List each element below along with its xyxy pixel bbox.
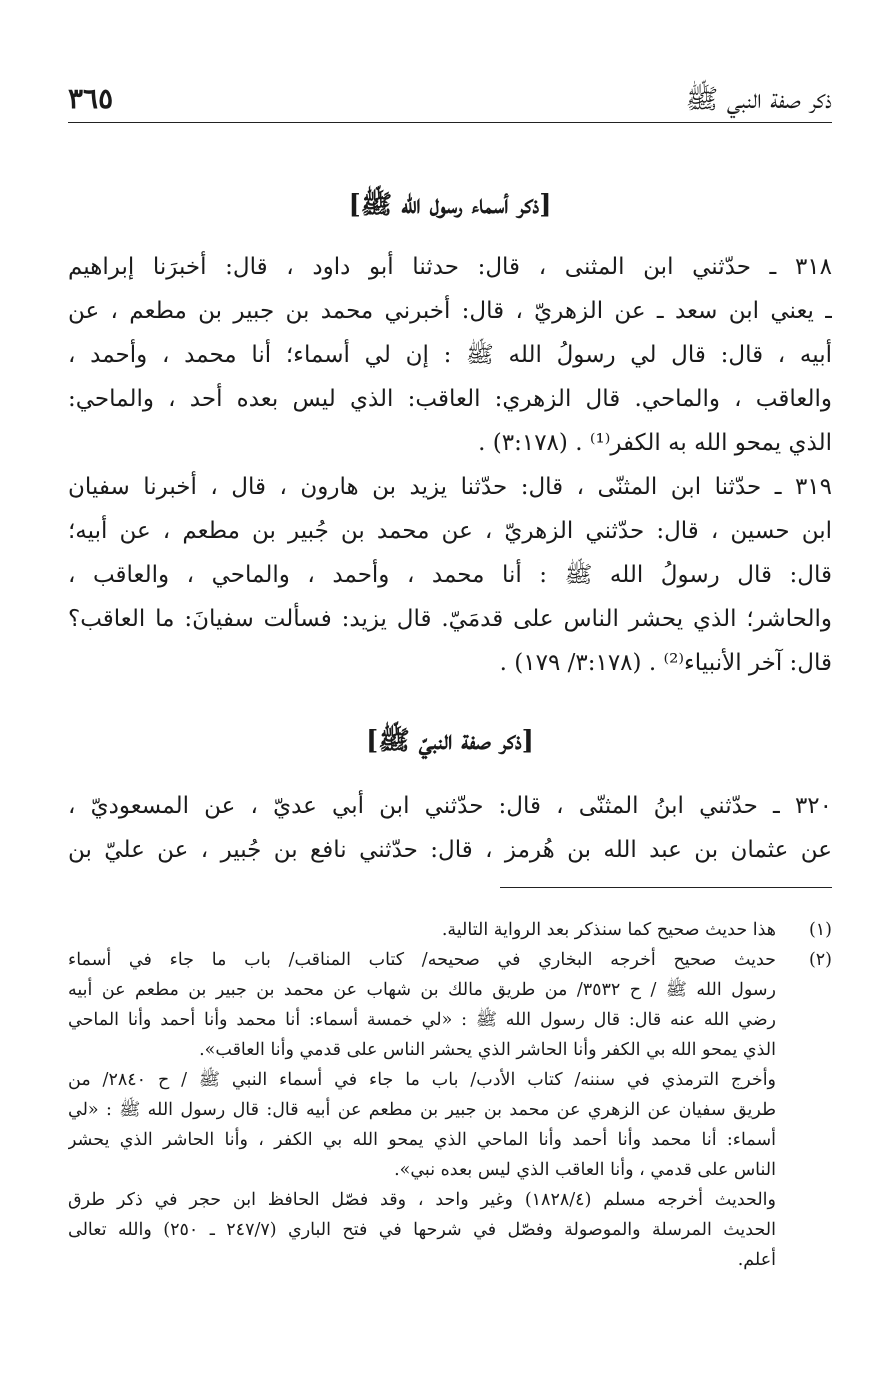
text-line: عن عثمان بن عبد الله بن هُرمز ، قال: حدّثني نافع بن جُبير ، عن عليّ بن — [68, 837, 832, 863]
text-line: قال: آخر الأنبياء⁽²⁾ . (٣:١٧٨/ ١٧٩) . — [499, 650, 832, 676]
footnote-line: والحديث أخرجه مسلم (١٨٢٨/٤) وغير واحد ، وقد فصّل الحافظ ابن حجر في ذكر طرق — [68, 1190, 776, 1210]
footnote-line: طريق سفيان عن الزهري عن محمد بن جبير بن مطعم عن أبيه قال: قال رسول الله ﷺ : «لي — [68, 1100, 776, 1120]
text-line: ٣١٩ ـ حدّثنا ابن المثنّى ، قال: حدّثنا يزيد بن هارون ، قال ، أخبرنا سفيان — [68, 474, 832, 500]
footnote-2 — [68, 945, 832, 1275]
page-number: ٣٦٥ — [68, 82, 114, 115]
hadith-320 — [68, 784, 832, 872]
footnote-line: رضي الله عنه قال: قال رسول الله ﷺ : «لي خمسة أسماء: أنا محمد وأنا أحمد وأنا الماحي — [68, 1010, 776, 1030]
footnote-line: الحديث المرسلة والموصولة وفصّل في شرحها في فتح الباري (٢٤٧/٧ ـ ٢٥٠) والله تعالى — [68, 1220, 776, 1240]
footnote-1 — [68, 915, 832, 945]
footnote-line: رسول الله ﷺ / ح ٣٥٣٢/ من طريق مالك بن شهاب عن محمد بن جبير بن مطعم عن أبيه — [68, 980, 776, 1000]
text-line: ٣٢٠ ـ حدّثني ابنُ المثنّى ، قال: حدّثني ابن أبي عديّ ، عن المسعوديّ ، — [68, 793, 832, 819]
section-heading-description: [ذكر صفة النبيّ ﷺ] — [366, 726, 534, 756]
hadith-318 — [68, 245, 832, 465]
text-line: ـ يعني ابن سعد ـ عن الزهريّ ، قال: أخبرني محمد بن جبير بن مطعم ، عن — [68, 298, 832, 324]
text-line: ٣١٨ ـ حدّثني ابن المثنى ، قال: حدثنا أبو داود ، قال: أخبرَنا إبراهيم — [68, 254, 832, 280]
footnote-number: (١) — [808, 920, 832, 940]
page-header — [68, 78, 832, 123]
footnote-divider — [500, 887, 832, 888]
footnotes — [68, 915, 832, 1275]
footnote-line: الناس على قدمي ، وأنا العاقب الذي ليس بعده نبي». — [394, 1160, 776, 1180]
running-title: ذكر صفة النبي ﷺ — [685, 84, 832, 115]
section-heading-names: [ذكر أسماء رسول الله ﷺ] — [348, 190, 552, 220]
footnote-line: هذا حديث صحيح كما سنذكر بعد الرواية التالية. — [441, 920, 776, 940]
footnote-number: (٢) — [808, 950, 832, 970]
text-line: والعاقب ، والماحي. قال الزهري: العاقب: الذي ليس بعده أحد ، والماحي: — [68, 386, 832, 412]
text-line: والحاشر؛ الذي يحشر الناس على قدمَيّ. قال يزيد: فسألت سفيانَ: ما العاقب؟ — [68, 606, 832, 632]
text-line: قال: قال رسولُ الله ﷺ : أنا محمد ، وأحمد ، والماحي ، والعاقب ، — [68, 562, 832, 588]
text-line: ابن حسين ، قال: حدّثني الزهريّ ، عن محمد بن جُبير بن مطعم ، عن أبيه؛ — [68, 518, 832, 544]
footnote-line: حديث صحيح أخرجه البخاري في صحيحه/ كتاب المناقب/ باب ما جاء في أسماء — [68, 950, 776, 970]
footnote-line: وأخرج الترمذي في سننه/ كتاب الأدب/ باب ما جاء في أسماء النبي ﷺ / ح ٢٨٤٠/ من — [68, 1070, 776, 1090]
footnote-line: أسماء: أنا محمد وأنا أحمد وأنا الماحي الذي يمحو الله بي الكفر ، وأنا الحاشر الذي يحشر — [68, 1130, 776, 1150]
footnote-line: أعلم. — [737, 1250, 776, 1270]
footnote-line: الذي يمحو الله بي الكفر وأنا الحاشر الذي يحشر الناس على قدمي وأنا العاقب». — [199, 1040, 776, 1060]
text-line: الذي يمحو الله به الكفر⁽¹⁾ . (٣:١٧٨) . — [478, 430, 832, 456]
text-line: أبيه ، قال: قال لي رسولُ الله ﷺ : إن لي أسماء؛ أنا محمد ، وأحمد ، — [68, 342, 832, 368]
hadith-319 — [68, 465, 832, 685]
